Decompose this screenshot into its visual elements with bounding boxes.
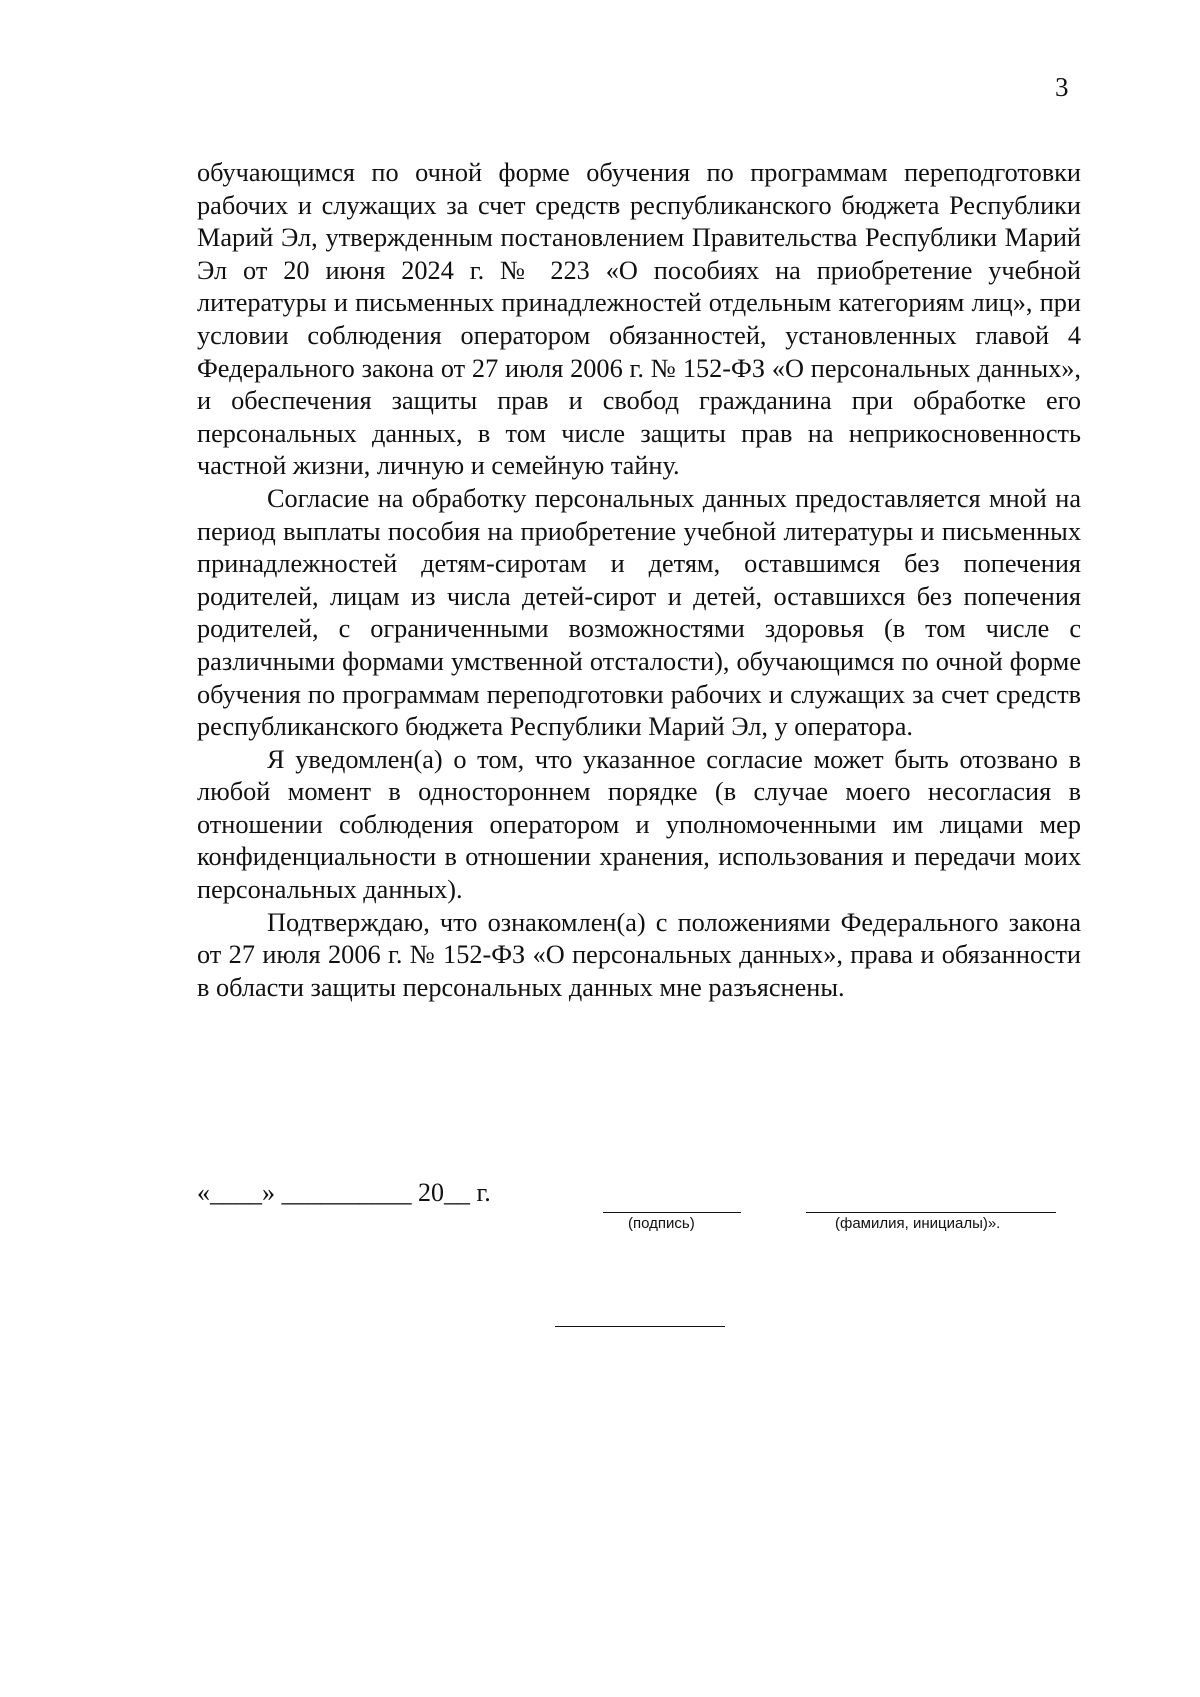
name-line xyxy=(806,1212,1056,1213)
name-caption: (фамилия, инициалы)». xyxy=(835,1215,1001,1232)
document-body xyxy=(197,157,1081,1004)
page-number: 3 xyxy=(1055,72,1069,102)
paragraph-consent-period: Согласие на обработку персональных данных предоставляется мной на период выплаты пособия на приобретение учебной литературы и письменных принадлежностей детям-сиротам и детям, оставшимся без попечения родителей, лицам из числа детей-сирот и детей, оставшихся без попечения родителей, с ограниченными возможностями здоровья (в том числе с различными формами умственной отсталости), обучающимся по очной форме обучения по программам переподготовки рабочих и служащих за счет средств республиканского бюджета Республики Марий Эл, у оператора. xyxy=(197,483,1081,742)
paragraph-revocation: Я уведомлен(а) о том, что указанное согласие может быть отозвано в любой момент в одностороннем порядке (в случае моего несогласия в отношении соблюдения оператором и уполномоченными им лицами мер конфиденциальности в отношении хранения, использования и передачи моих персональных данных). xyxy=(197,744,1081,905)
paragraph-continuation: обучающимся по очной форме обучения по программам переподготовки рабочих и служащих за счет средств республиканского бюджета Республики Марий Эл, утвержденным постановлением Правительства Республики Марий Эл от 20 июня 2024 г. № 223 «О пособиях на приобретение учебной литературы и письменных принадлежностей отдельным категориям лиц», при условии соблюдения оператором обязанностей, установленных главой 4 Федерального закона от 27 июля 2006 г. № 152-ФЗ «О персональных данных», и обеспечения защиты прав и свобод гражданина при обработке его персональных данных, в том числе защиты прав на неприкосновенность частной жизни, личную и семейную тайну. xyxy=(197,158,1081,481)
signature-line xyxy=(603,1212,741,1213)
paragraph-acknowledgement: Подтверждаю, что ознакомлен(а) с положениями Федерального закона от 27 июля 2006 г. № 152-ФЗ «О персональных данных», права и обязанности в области защиты персональных данных мне разъяснены. xyxy=(197,907,1081,1002)
signature-date-field: «____» __________ 20__ г. xyxy=(197,1178,491,1207)
signature-caption: (подпись) xyxy=(628,1215,695,1232)
end-of-document-rule xyxy=(555,1326,725,1327)
